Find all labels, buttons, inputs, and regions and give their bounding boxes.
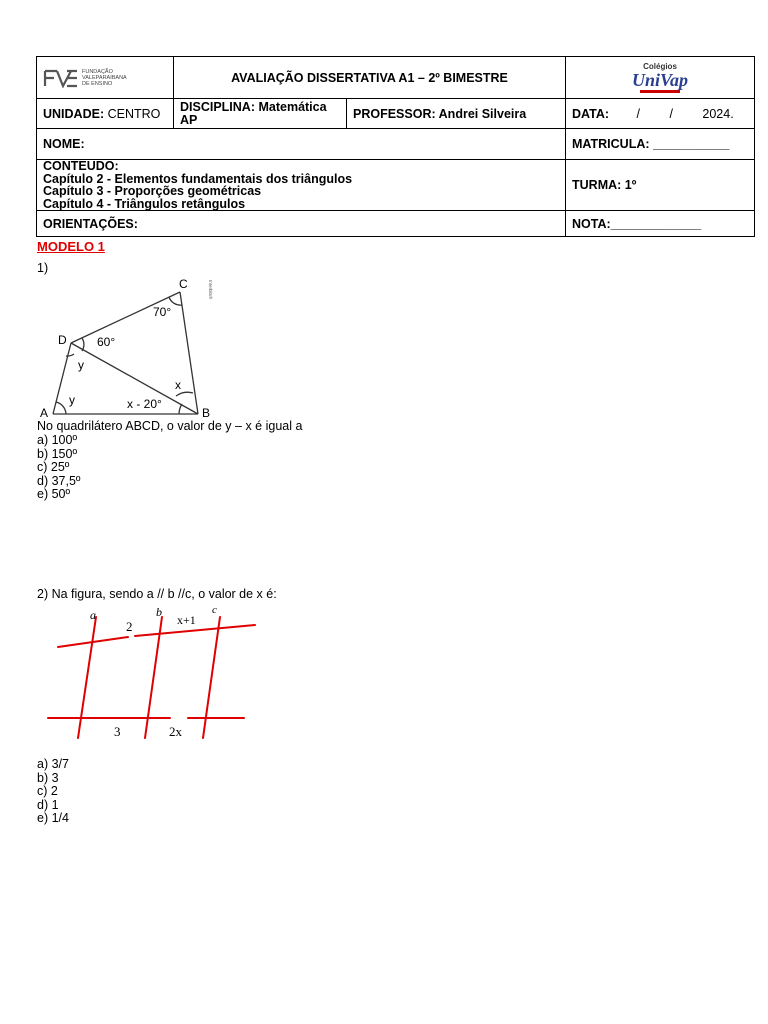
question-2-options: [37, 758, 69, 826]
conteudo-item: Capítulo 3 - Proporções geométricas: [43, 184, 262, 198]
conteudo-item: Capítulo 2 - Elementos fundamentais dos triângulos: [43, 171, 353, 186]
nota-field: NOTA:_____________: [566, 211, 755, 237]
colegios-label: Colégios: [643, 62, 677, 71]
data-cell: [566, 99, 755, 129]
option-d: d) 1: [37, 797, 59, 812]
option-b: b) 3: [37, 770, 59, 785]
angle-b-label: x - 20°: [127, 397, 162, 411]
vertex-d-label: D: [58, 333, 67, 347]
univap-logo-bar: [640, 90, 680, 93]
quadrilateral-figure: [36, 276, 221, 422]
univap-logo-cell: [566, 57, 755, 99]
fve-logo: [43, 68, 167, 88]
unidade-label: UNIDADE:: [43, 106, 105, 121]
conteudo-cell: [37, 160, 566, 211]
option-c: c) 2: [37, 784, 58, 798]
conteudo-item: Capítulo 4 - Triângulos retângulos: [43, 196, 246, 211]
vertex-a-label: A: [40, 406, 49, 420]
option-c: c) 25º: [37, 460, 70, 474]
question-2-text: 2) Na figura, sendo a // b //c, o valor de x é:: [37, 587, 277, 601]
angle-y-upper-label: y: [78, 358, 84, 372]
fve-logo-icon: [43, 68, 79, 88]
matricula-field: MATRICULA: ___________: [566, 129, 755, 160]
fve-logo-text: FUNDAÇÃO VALEPARAIBANA DE ENSINO: [82, 68, 127, 87]
option-e: e) 1/4: [37, 811, 69, 825]
question-1-number: 1): [37, 261, 49, 275]
professor-cell: PROFESSOR: Andrei Silveira: [347, 99, 566, 129]
option-b: b) 150º: [37, 446, 78, 461]
line-b-label: b: [156, 605, 162, 619]
disciplina-cell: DISCIPLINA: Matemática AP: [174, 99, 347, 129]
segment-x-plus-1-label: x+1: [177, 613, 196, 627]
modelo-title: MODELO 1: [37, 239, 105, 254]
vertex-b-label: B: [202, 406, 211, 420]
orientacoes-cell: ORIENTAÇÕES:: [37, 211, 566, 237]
unidade-cell: [37, 99, 174, 129]
angle-y-lower-label: y: [69, 393, 75, 407]
line-c-label: c: [212, 604, 217, 616]
nome-field: NOME:: [37, 129, 566, 160]
line-a-label: a: [90, 608, 96, 622]
parallel-lines-figure: [40, 603, 265, 745]
option-d: d) 37,5º: [37, 473, 81, 488]
segment-2x-label: 2x: [169, 724, 182, 739]
data-label: DATA:: [572, 106, 610, 121]
option-a: a) 3/7: [37, 757, 69, 771]
angle-d-label: 60°: [97, 335, 116, 349]
question-1-text: No quadrilátero ABCD, o valor de y – x é igual a: [37, 419, 303, 433]
turma-cell: TURMA: 1º: [566, 160, 755, 211]
fve-logo-cell: [37, 57, 174, 99]
conteudo-title: CONTEUDO:: [43, 159, 119, 173]
option-a: a) 100º: [37, 433, 78, 447]
data-value: / / 2024.: [636, 106, 734, 121]
segment-3-label: 3: [114, 724, 121, 739]
exam-title: AVALIAÇÃO DISSERTATIVA A1 – 2º BIMESTRE: [174, 57, 566, 99]
angle-x-label: x: [175, 378, 181, 392]
question-1-options: [37, 434, 80, 502]
header-table: [36, 56, 755, 237]
angle-c-label: 70°: [153, 305, 172, 319]
vertex-c-label: C: [179, 277, 188, 291]
figure-credit: Interbits®: [208, 280, 213, 300]
option-e: e) 50º: [37, 487, 71, 501]
univap-logo: UniVap: [631, 70, 689, 90]
segment-2-label: 2: [126, 619, 133, 634]
unidade-value: CENTRO: [107, 106, 161, 121]
